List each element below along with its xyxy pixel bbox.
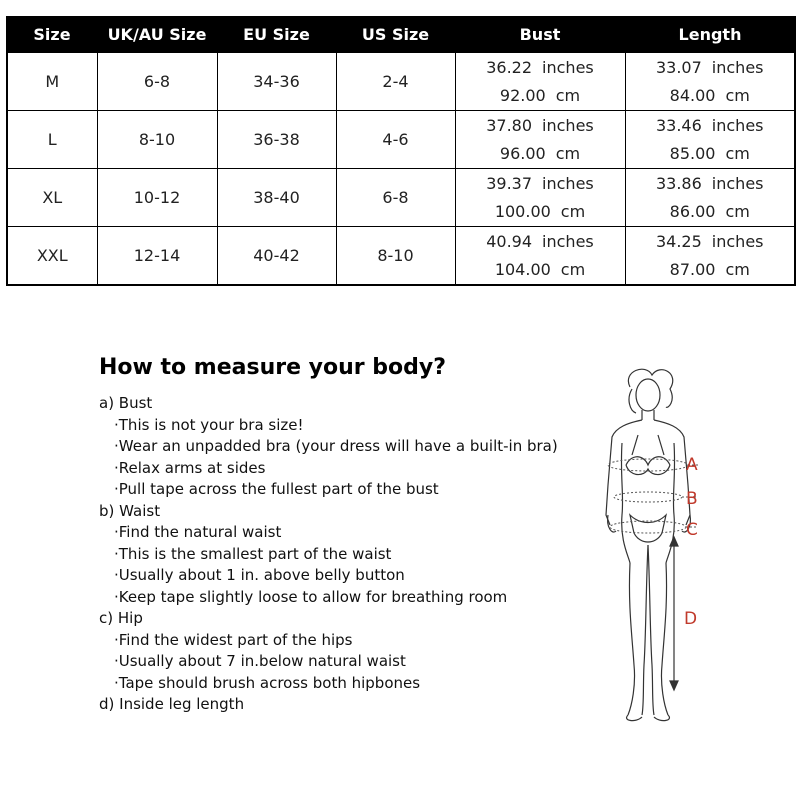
table-row — [7, 227, 795, 286]
cell-size: M — [7, 52, 97, 111]
length-cm: 86.00 cm — [669, 202, 750, 222]
cell-bust — [455, 111, 625, 169]
measure-guide-title: How to measure your body? — [99, 355, 447, 380]
cell-eu-size: 40-42 — [217, 227, 336, 286]
table-header-row — [7, 17, 795, 52]
label-d: D — [684, 609, 698, 629]
length-cm: 84.00 cm — [669, 86, 750, 106]
length-inches: 33.07 inches — [655, 57, 764, 77]
header-length: Length — [625, 17, 795, 52]
length-cm: 85.00 cm — [669, 144, 750, 164]
body-measurement-figure — [592, 365, 712, 725]
guide-line: ·Usually about 1 in. above belly button — [114, 566, 405, 584]
bust-cm: 100.00 cm — [494, 202, 586, 222]
cell-size: XL — [7, 169, 97, 227]
cell-uk-size: 6-8 — [97, 52, 217, 111]
bust-cm: 104.00 cm — [494, 260, 586, 280]
inside-leg-arrow — [670, 537, 678, 690]
header-bust: Bust — [455, 17, 625, 52]
label-a: A — [686, 455, 698, 475]
cell-uk-size: 8-10 — [97, 111, 217, 169]
length-inches: 33.46 inches — [655, 115, 764, 135]
label-c: C — [686, 520, 698, 540]
cell-us-size: 2-4 — [336, 52, 455, 111]
guide-line: b) Waist — [99, 501, 161, 520]
cell-length — [625, 52, 795, 111]
cell-length — [625, 227, 795, 286]
cell-bust — [455, 52, 625, 111]
guide-line: ·This is the smallest part of the waist — [114, 544, 392, 563]
cell-size: L — [7, 111, 97, 169]
bust-inches: 40.94 inches — [486, 231, 594, 251]
label-b: B — [686, 489, 698, 509]
length-inches: 33.86 inches — [655, 173, 764, 193]
table-row — [7, 111, 795, 169]
guide-line: ·Relax arms at sides — [114, 458, 266, 477]
guide-line: ·Usually about 7 in.below natural waist — [114, 652, 406, 670]
guide-line: ·Keep tape slightly loose to allow for breathing room — [114, 587, 508, 606]
guide-line: ·Wear an unpadded bra (your dress will have a built-in bra) — [114, 437, 558, 455]
cell-us-size: 4-6 — [336, 111, 455, 169]
table-row — [7, 52, 795, 111]
guide-line: a) Bust — [99, 394, 153, 412]
bust-cm: 96.00 cm — [499, 144, 581, 164]
cell-bust — [455, 169, 625, 227]
bust-inches: 36.22 inches — [486, 57, 594, 77]
guide-line: ·This is not your bra size! — [114, 415, 304, 434]
guide-line: d) Inside leg length — [99, 695, 245, 713]
guide-line: ·Find the natural waist — [114, 523, 282, 541]
length-inches: 34.25 inches — [655, 231, 764, 251]
guide-line: c) Hip — [99, 609, 143, 627]
cell-uk-size: 12-14 — [97, 227, 217, 286]
cell-eu-size: 36-38 — [217, 111, 336, 169]
cell-length — [625, 169, 795, 227]
bust-inches: 39.37 inches — [486, 173, 594, 193]
cell-bust — [455, 227, 625, 286]
guide-line: ·Tape should brush across both hipbones — [114, 673, 421, 692]
cell-uk-size: 10-12 — [97, 169, 217, 227]
cell-us-size: 8-10 — [336, 227, 455, 286]
guide-line: ·Pull tape across the fullest part of the bust — [114, 480, 439, 498]
cell-eu-size: 38-40 — [217, 169, 336, 227]
cell-us-size: 6-8 — [336, 169, 455, 227]
size-chart-table — [6, 16, 796, 286]
header-size: Size — [7, 17, 97, 52]
bust-cm: 92.00 cm — [499, 86, 581, 106]
cell-eu-size: 34-36 — [217, 52, 336, 111]
header-uk-au-size: UK/AU Size — [97, 17, 217, 52]
header-eu-size: EU Size — [217, 17, 336, 52]
measure-guide-list — [99, 393, 558, 716]
guide-line: ·Find the widest part of the hips — [114, 630, 353, 649]
bust-inches: 37.80 inches — [486, 115, 594, 135]
header-us-size: US Size — [336, 17, 455, 52]
cell-size: XXL — [7, 227, 97, 286]
cell-length — [625, 111, 795, 169]
table-row — [7, 169, 795, 227]
length-cm: 87.00 cm — [669, 260, 750, 280]
